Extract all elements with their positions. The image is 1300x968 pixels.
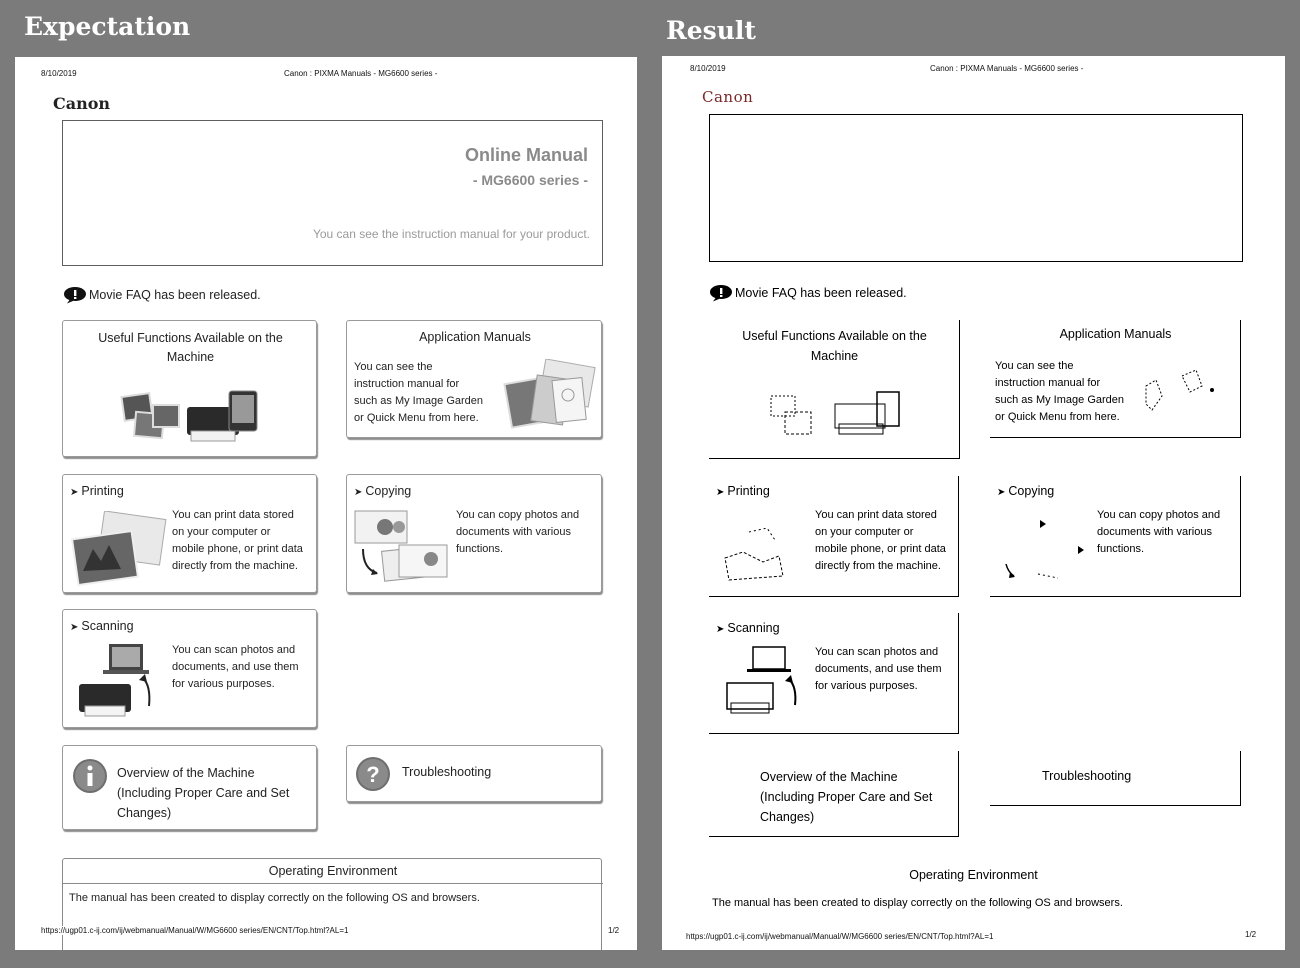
result-copying-text: You can copy photos and documents with various functions.: [1097, 509, 1221, 555]
copying-text: You can copy photos and documents with various functions.: [456, 509, 580, 555]
result-printing-image: [719, 522, 789, 587]
scanning-image: [77, 640, 167, 725]
banner-subtitle: - MG6600 series -: [472, 172, 588, 188]
application-manuals-title: Application Manuals: [419, 330, 531, 344]
application-manuals-image: [502, 359, 597, 436]
result-scanning-card[interactable]: [709, 613, 959, 734]
result-notice-icon: [709, 284, 733, 307]
result-printing-card[interactable]: [709, 476, 959, 597]
result-application-manuals-title: Application Manuals: [1059, 327, 1172, 341]
result-useful-functions-title: Useful Functions Available on the Machine: [742, 329, 927, 363]
expectation-page: [15, 57, 637, 950]
result-copying-title: ➤ Copying: [997, 484, 1055, 498]
canon-logo: Canon: [53, 94, 111, 113]
result-scanning-title: ➤ Scanning: [716, 621, 780, 635]
result-copying-image: [998, 514, 1088, 589]
result-troubleshooting-label: Troubleshooting: [1042, 769, 1132, 783]
result-overview-text: Overview of the Machine (Including Proper Care and Set Changes): [760, 770, 933, 824]
result-chevron-icon: ➤: [716, 487, 725, 498]
chevron-right-icon: ➤: [70, 622, 79, 633]
copying-card[interactable]: [346, 474, 602, 593]
result-troubleshooting-card[interactable]: [990, 751, 1241, 806]
result-useful-functions-image: [767, 386, 907, 447]
footer-page: 1/2: [608, 926, 620, 935]
notice-icon: [63, 286, 87, 309]
application-manuals-card[interactable]: [346, 320, 602, 438]
overview-card[interactable]: [62, 745, 317, 830]
result-printing-title: ➤ Printing: [716, 484, 770, 498]
svg-text:?: ?: [366, 762, 380, 787]
result-operating-environment-text: The manual has been created to display correctly on the following OS and browsers.: [712, 897, 1123, 909]
troubleshooting-label: Troubleshooting: [402, 765, 492, 779]
manual-banner: [62, 120, 603, 266]
useful-functions-title: Useful Functions Available on the Machine: [98, 331, 283, 364]
banner-description: You can see the instruction manual for your product.: [312, 227, 590, 241]
printing-title: ➤ Printing: [70, 484, 124, 498]
operating-environment-section: [62, 858, 602, 950]
print-title: Canon : PIXMA Manuals - MG6600 series -: [284, 69, 438, 78]
result-label: Result: [666, 16, 756, 45]
result-chevron-icon: ➤: [716, 624, 725, 635]
result-overview-card[interactable]: [709, 751, 959, 837]
result-scanning-image: [723, 643, 813, 724]
result-manual-banner: [709, 114, 1243, 262]
print-date: 8/10/2019: [41, 69, 77, 78]
result-chevron-icon: ➤: [997, 487, 1006, 498]
printing-text: You can print data stored on your computer or mobile phone, or print data directly from the machine.: [172, 509, 303, 572]
footer-url: https://ugp01.c-ij.com/ij/webmanual/Manual/W/MG6600 series/EN/CNT/Top.html?AL=1: [41, 926, 349, 935]
result-page: [662, 56, 1285, 950]
result-canon-logo: Canon: [702, 88, 754, 106]
operating-environment-title: Operating Environment: [268, 864, 398, 878]
question-icon: [355, 756, 391, 797]
result-scanning-text: You can scan photos and documents, and use them for various purposes.: [815, 646, 942, 692]
result-operating-environment-title: Operating Environment: [909, 868, 1038, 882]
banner-main-title: Online Manual: [464, 145, 588, 165]
result-print-date: 8/10/2019: [690, 64, 726, 73]
scanning-title: ➤ Scanning: [70, 619, 134, 633]
operating-environment-text: The manual has been created to display correctly on the following OS and browsers.: [69, 892, 480, 904]
result-copying-card[interactable]: [990, 476, 1241, 597]
overview-text: Overview of the Machine (Including Proper Care and Set Changes): [117, 766, 290, 820]
result-application-manuals-card[interactable]: [990, 320, 1241, 438]
scanning-card[interactable]: [62, 609, 317, 728]
result-application-manuals-text: You can see the instruction manual for such as My Image Garden or Quick Menu from here.: [995, 360, 1125, 423]
application-manuals-text: You can see the instruction manual for such as My Image Garden or Quick Menu from here.: [354, 361, 484, 424]
expectation-label: Expectation: [24, 12, 191, 41]
result-useful-functions-card[interactable]: [709, 320, 960, 459]
info-icon: [72, 758, 108, 799]
useful-functions-card[interactable]: [62, 320, 317, 457]
copying-title: ➤ Copying: [354, 484, 412, 498]
result-printing-text: You can print data stored on your computer or mobile phone, or print data directly from the machine.: [815, 509, 946, 572]
chevron-right-icon: ➤: [70, 487, 79, 498]
troubleshooting-card[interactable]: [346, 745, 602, 802]
useful-functions-image: [119, 385, 264, 450]
notice-link[interactable]: Movie FAQ has been released.: [89, 288, 261, 302]
printing-card[interactable]: [62, 474, 317, 593]
copying-image: [353, 509, 453, 590]
scanning-text: You can scan photos and documents, and use them for various purposes.: [172, 644, 299, 690]
result-footer-page: 1/2: [1245, 930, 1257, 939]
result-print-title: Canon : PIXMA Manuals - MG6600 series -: [930, 64, 1084, 73]
chevron-right-icon: ➤: [354, 487, 363, 498]
printing-image: [71, 511, 169, 592]
result-notice-link[interactable]: Movie FAQ has been released.: [735, 286, 907, 300]
result-footer-url: https://ugp01.c-ij.com/ij/webmanual/Manual/W/MG6600 series/EN/CNT/Top.html?AL=1: [686, 932, 994, 941]
result-application-manuals-image: [1142, 366, 1222, 431]
